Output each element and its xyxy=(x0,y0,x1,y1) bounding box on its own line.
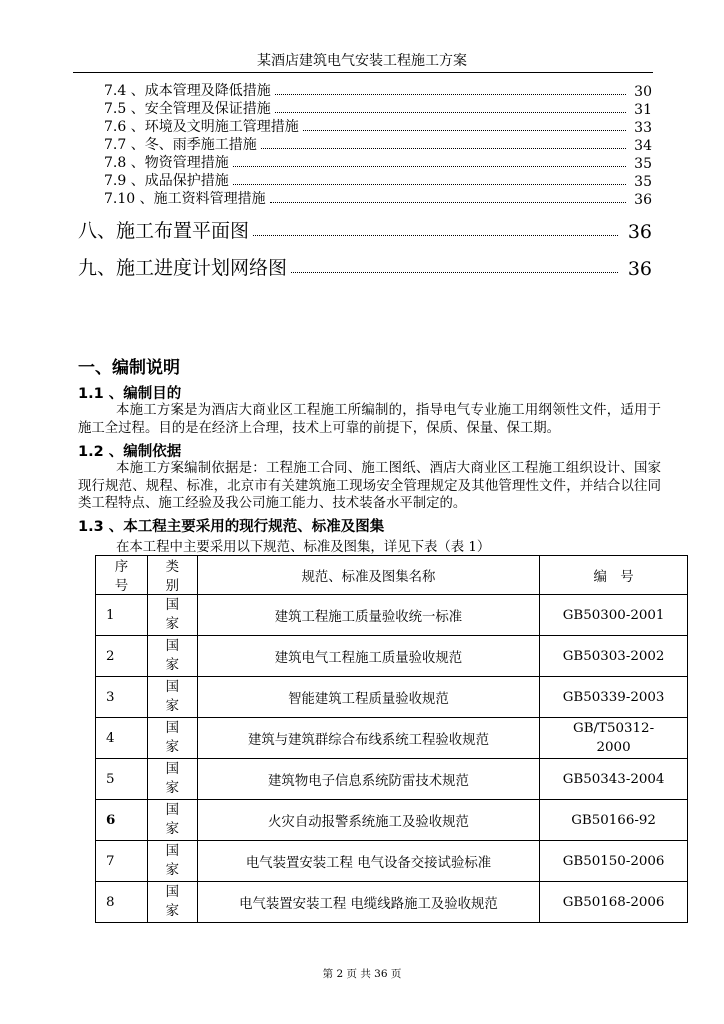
toc-entry[interactable] xyxy=(104,80,652,100)
cell-seq: 8 xyxy=(96,882,148,923)
toc-leader xyxy=(270,202,626,203)
toc-leader xyxy=(275,94,626,95)
table-row xyxy=(96,841,688,882)
toc-page: 35 xyxy=(634,156,652,172)
header-rule xyxy=(73,72,653,73)
standards-table xyxy=(95,555,688,923)
cell-category: 国 家 xyxy=(147,759,197,800)
cell-name: 建筑物电子信息系统防雷技术规范 xyxy=(197,759,539,800)
toc-label: 7.6 、环境及文明施工管理措施 xyxy=(104,119,299,135)
cell-category: 国 家 xyxy=(147,841,197,882)
toc-entry[interactable] xyxy=(78,253,652,280)
toc-entry[interactable] xyxy=(104,170,652,190)
cell-code: GB50303-2002 xyxy=(540,636,688,677)
cell-seq: 5 xyxy=(96,759,148,800)
toc-leader xyxy=(253,235,618,236)
table-row xyxy=(96,595,688,636)
subsection-heading: 1.2 、编制依据 xyxy=(78,444,182,460)
cell-category: 国 家 xyxy=(147,595,197,636)
toc-page: 33 xyxy=(634,120,652,136)
cell-seq: 6 xyxy=(96,800,148,841)
section-title: 一、编制说明 xyxy=(78,358,180,378)
toc-entry[interactable] xyxy=(78,216,652,243)
toc-page: 30 xyxy=(634,84,652,100)
table-row xyxy=(96,636,688,677)
toc-leader xyxy=(233,166,626,167)
toc-page: 36 xyxy=(627,221,652,243)
toc-label: 7.4 、成本管理及降低措施 xyxy=(104,83,271,99)
header-category xyxy=(147,556,197,595)
toc-leader xyxy=(275,112,626,113)
toc-entry[interactable] xyxy=(104,116,652,136)
toc-entry[interactable] xyxy=(104,98,652,118)
cell-name: 电气装置安装工程 电气设备交接试验标准 xyxy=(197,841,539,882)
cell-category: 国 家 xyxy=(147,718,197,759)
cell-name: 智能建筑工程质量验收规范 xyxy=(197,677,539,718)
toc-leader xyxy=(233,184,626,185)
toc-label: 八、施工布置平面图 xyxy=(78,220,250,242)
toc-leader xyxy=(303,130,626,131)
header-seq-text: 序 号 xyxy=(114,560,129,594)
toc-entry[interactable] xyxy=(104,134,652,154)
table-row xyxy=(96,759,688,800)
subsection-heading: 1.3 、本工程主要采用的现行规范、标准及图集 xyxy=(78,519,385,535)
table-row xyxy=(96,882,688,923)
cell-seq: 7 xyxy=(96,841,148,882)
cell-category: 国 家 xyxy=(147,882,197,923)
cell-code: GB50300-2001 xyxy=(540,595,688,636)
page-footer: 第 2 页 共 36 页 xyxy=(322,968,402,980)
table-row xyxy=(96,718,688,759)
toc-page: 35 xyxy=(634,174,652,190)
header-code: 编 号 xyxy=(540,556,688,595)
toc-label: 7.8 、物资管理措施 xyxy=(104,155,229,171)
cell-category: 国 家 xyxy=(147,677,197,718)
table-header-row xyxy=(96,556,688,595)
cell-category: 国 家 xyxy=(147,636,197,677)
paragraph: 本施工方案编制依据是：工程施工合同、施工图纸、酒店大商业区工程施工组织设计、国家现行规范、规程、标准，北京市有关建筑施工现场安全管理规定及其他管理性文件，并结合以往同类工程特点、施工经验及我公司施工能力、技术装备水平制定的。 xyxy=(78,461,661,511)
cell-code: GB50339-2003 xyxy=(540,677,688,718)
cell-name: 建筑电气工程施工质量验收规范 xyxy=(197,636,539,677)
table-caption: 在本工程中主要采用以下规范、标准及图集，详见下表（表 1） xyxy=(116,540,491,555)
cell-code: GB/T50312- 2000 xyxy=(540,718,688,759)
cell-seq: 2 xyxy=(96,636,148,677)
cell-name: 电气装置安装工程 电缆线路施工及验收规范 xyxy=(197,882,539,923)
page-header: 某酒店建筑电气安装工程施工方案 xyxy=(257,53,467,69)
cell-seq: 1 xyxy=(96,595,148,636)
table-row xyxy=(96,800,688,841)
cell-name: 火灾自动报警系统施工及验收规范 xyxy=(197,800,539,841)
toc-label: 7.9 、成品保护措施 xyxy=(104,173,229,189)
toc-page: 31 xyxy=(634,102,652,118)
cell-code: GB50166-92 xyxy=(540,800,688,841)
cell-category: 国 家 xyxy=(147,800,197,841)
cell-code: GB50343-2004 xyxy=(540,759,688,800)
subsection-heading: 1.1 、编制目的 xyxy=(78,386,182,402)
toc-page: 34 xyxy=(634,138,652,154)
header-category-text: 类 别 xyxy=(165,560,180,594)
toc-page: 36 xyxy=(634,192,652,208)
cell-code: GB50150-2006 xyxy=(540,841,688,882)
toc-label: 7.7 、冬、雨季施工措施 xyxy=(104,137,257,153)
cell-name: 建筑与建筑群综合布线系统工程验收规范 xyxy=(197,718,539,759)
header-seq xyxy=(96,556,148,595)
toc-entry[interactable] xyxy=(104,188,652,208)
cell-name: 建筑工程施工质量验收统一标准 xyxy=(197,595,539,636)
cell-code: GB50168-2006 xyxy=(540,882,688,923)
toc-page: 36 xyxy=(627,258,652,280)
header-name: 规范、标准及图集名称 xyxy=(197,556,539,595)
cell-seq: 3 xyxy=(96,677,148,718)
toc-leader xyxy=(291,272,618,273)
cell-seq: 4 xyxy=(96,718,148,759)
table-row xyxy=(96,677,688,718)
toc-entry[interactable] xyxy=(104,152,652,172)
toc-leader xyxy=(261,148,626,149)
toc-label: 九、施工进度计划网络图 xyxy=(78,257,288,279)
paragraph: 本施工方案是为酒店大商业区工程施工所编制的，指导电气专业施工用纲领性文件，适用于施工全过程。目的是在经济上合理，技术上可靠的前提下，保质、保量、保工期。 xyxy=(78,403,661,436)
toc-label: 7.5 、安全管理及保证措施 xyxy=(104,101,271,117)
toc-label: 7.10 、施工资料管理措施 xyxy=(104,191,266,207)
